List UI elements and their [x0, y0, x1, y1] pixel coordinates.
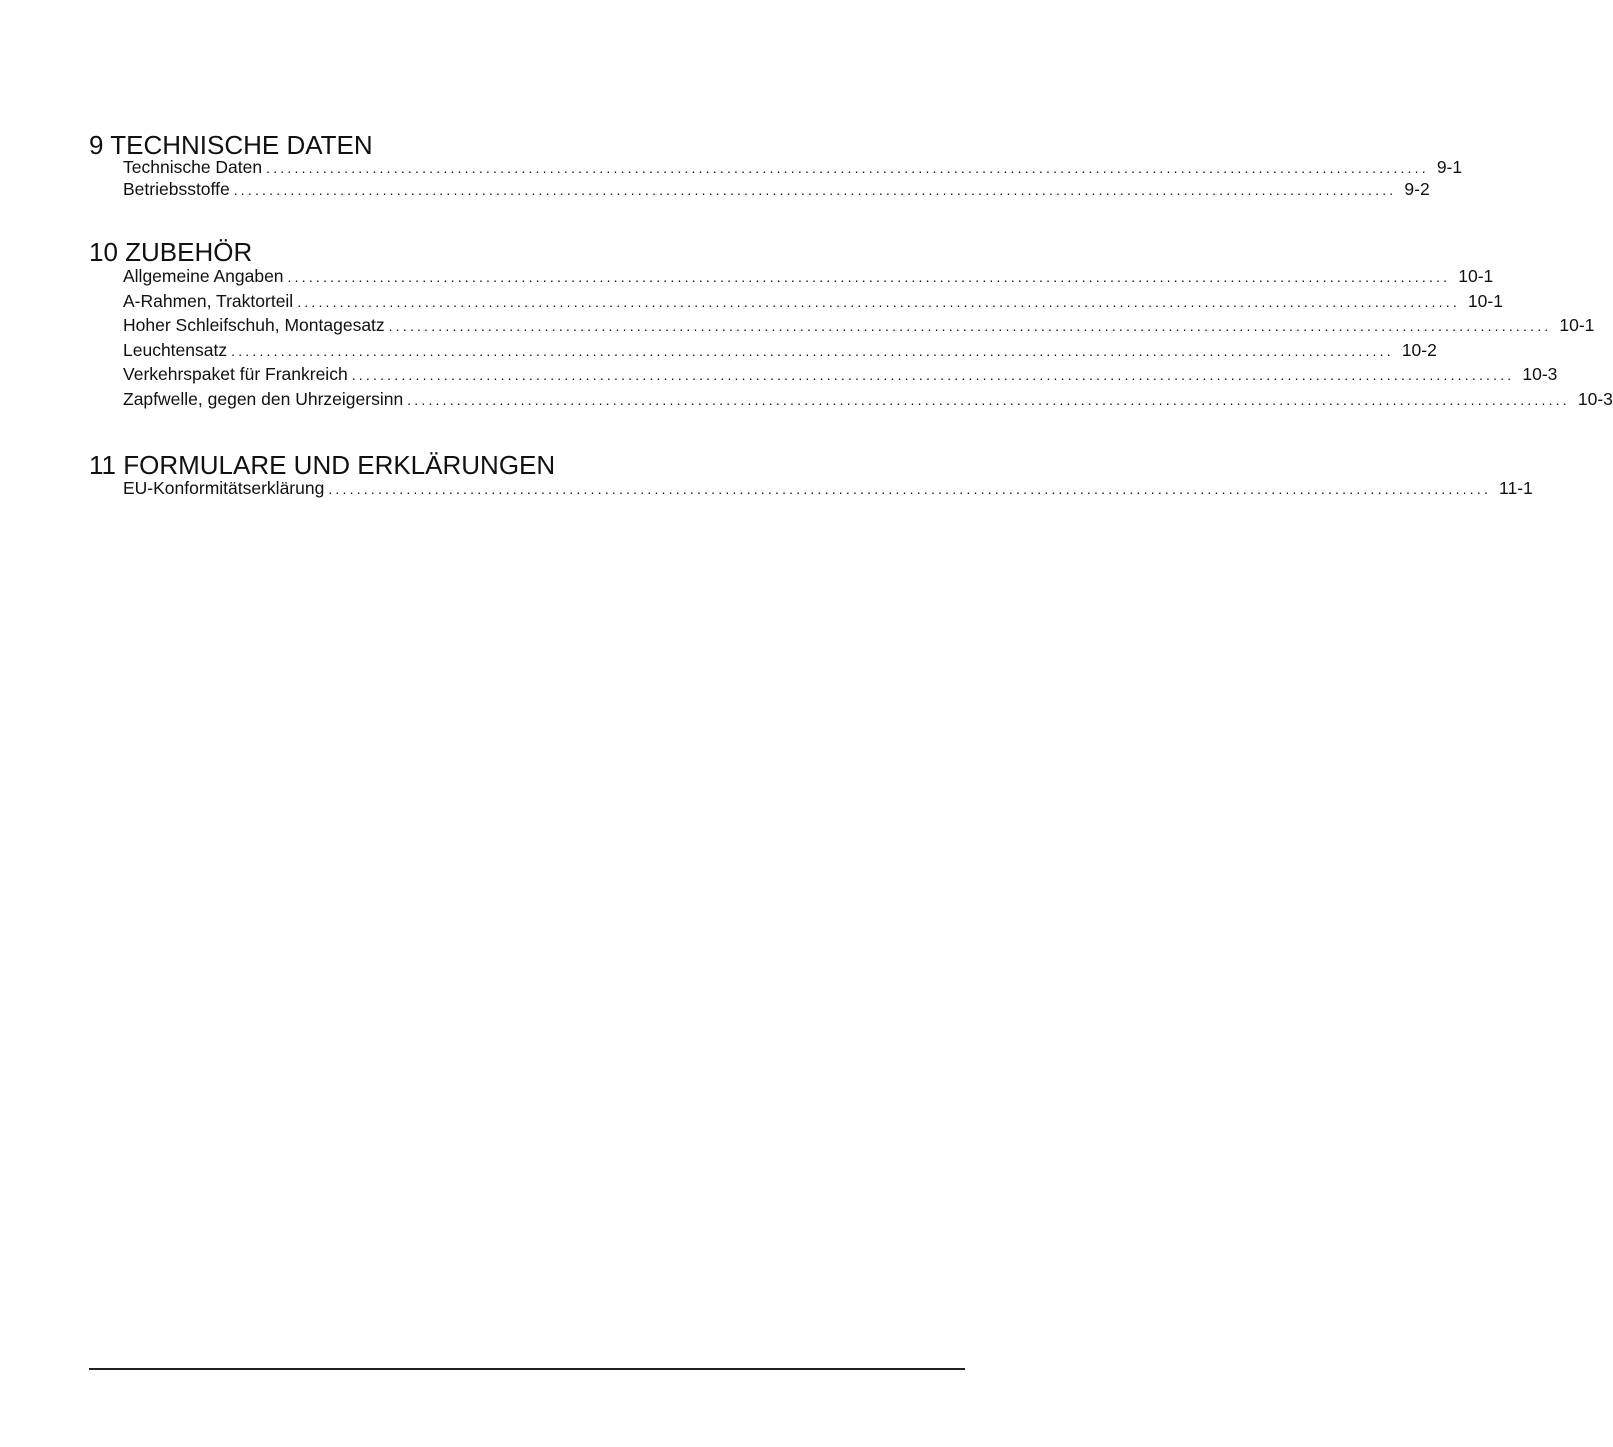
toc-entry-page: 9-2 — [1404, 179, 1430, 199]
toc-entry-page: 10-1 — [1458, 266, 1494, 286]
toc-entry[interactable] — [123, 388, 1613, 414]
toc-entry-page: 9-1 — [1436, 157, 1463, 177]
section-title[interactable]: 9 TECHNISCHE DATEN — [89, 130, 373, 160]
toc-entry[interactable] — [123, 339, 1437, 365]
toc-entry-page: 10-1 — [1559, 315, 1595, 335]
toc-section-9 — [89, 130, 1463, 201]
toc-entry-label: Technische Daten — [123, 157, 263, 177]
toc-entries — [123, 157, 1463, 201]
toc-entry-label: Leuchtensatz — [123, 339, 228, 360]
toc-entry[interactable] — [123, 315, 1595, 340]
footer-rule — [89, 1368, 965, 1370]
dot-leader: .................................................................................................................................................................... — [231, 342, 1394, 359]
dot-leader: .................................................................................................................................................................... — [407, 391, 1570, 408]
toc-entry-label: A-Rahmen, Traktorteil — [123, 290, 294, 311]
toc-entry[interactable] — [123, 266, 1494, 291]
toc-entry-page: 10-3 — [1577, 388, 1613, 409]
toc-entries — [123, 478, 1533, 500]
toc-section-11 — [89, 450, 1533, 500]
toc-entry-label: Zapfwelle, gegen den Uhrzeigersinn — [123, 388, 404, 409]
toc-section-10 — [89, 237, 1613, 413]
dot-leader: .................................................................................................................................................................... — [297, 293, 1460, 310]
toc-entry-label: Verkehrspaket für Frankreich — [123, 364, 348, 384]
toc-entry[interactable] — [123, 157, 1463, 179]
toc-entry-page: 11-1 — [1499, 478, 1533, 498]
toc-entry-label: Hoher Schleifschuh, Montagesatz — [123, 315, 385, 335]
toc-entry-label: Allgemeine Angaben — [123, 266, 284, 286]
dot-leader: .................................................................................................................................................................... — [266, 160, 1429, 176]
toc-entry-page: 10-1 — [1467, 290, 1503, 311]
dot-leader: .................................................................................................................................................................... — [328, 481, 1492, 497]
dot-leader: .................................................................................................................................................................... — [351, 367, 1515, 383]
toc-entry-page: 10-3 — [1522, 364, 1558, 384]
toc-entries — [123, 266, 1613, 413]
toc-entry[interactable] — [123, 364, 1558, 389]
toc-entry[interactable] — [123, 478, 1533, 500]
toc-entry-page: 10-2 — [1401, 339, 1437, 360]
toc-entry[interactable] — [123, 290, 1503, 316]
toc-entry[interactable] — [123, 179, 1430, 201]
dot-leader: .................................................................................................................................................................... — [287, 269, 1451, 285]
section-title[interactable]: 10 ZUBEHÖR — [89, 237, 253, 267]
toc-entry-label: EU-Konformitätserklärung — [123, 478, 325, 498]
section-title[interactable]: 11 FORMULARE UND ERKLÄRUNGEN — [89, 450, 556, 480]
dot-leader: .................................................................................................................................................................... — [233, 182, 1397, 198]
toc-entry-label: Betriebsstoffe — [123, 179, 230, 199]
dot-leader: .................................................................................................................................................................... — [388, 318, 1552, 334]
